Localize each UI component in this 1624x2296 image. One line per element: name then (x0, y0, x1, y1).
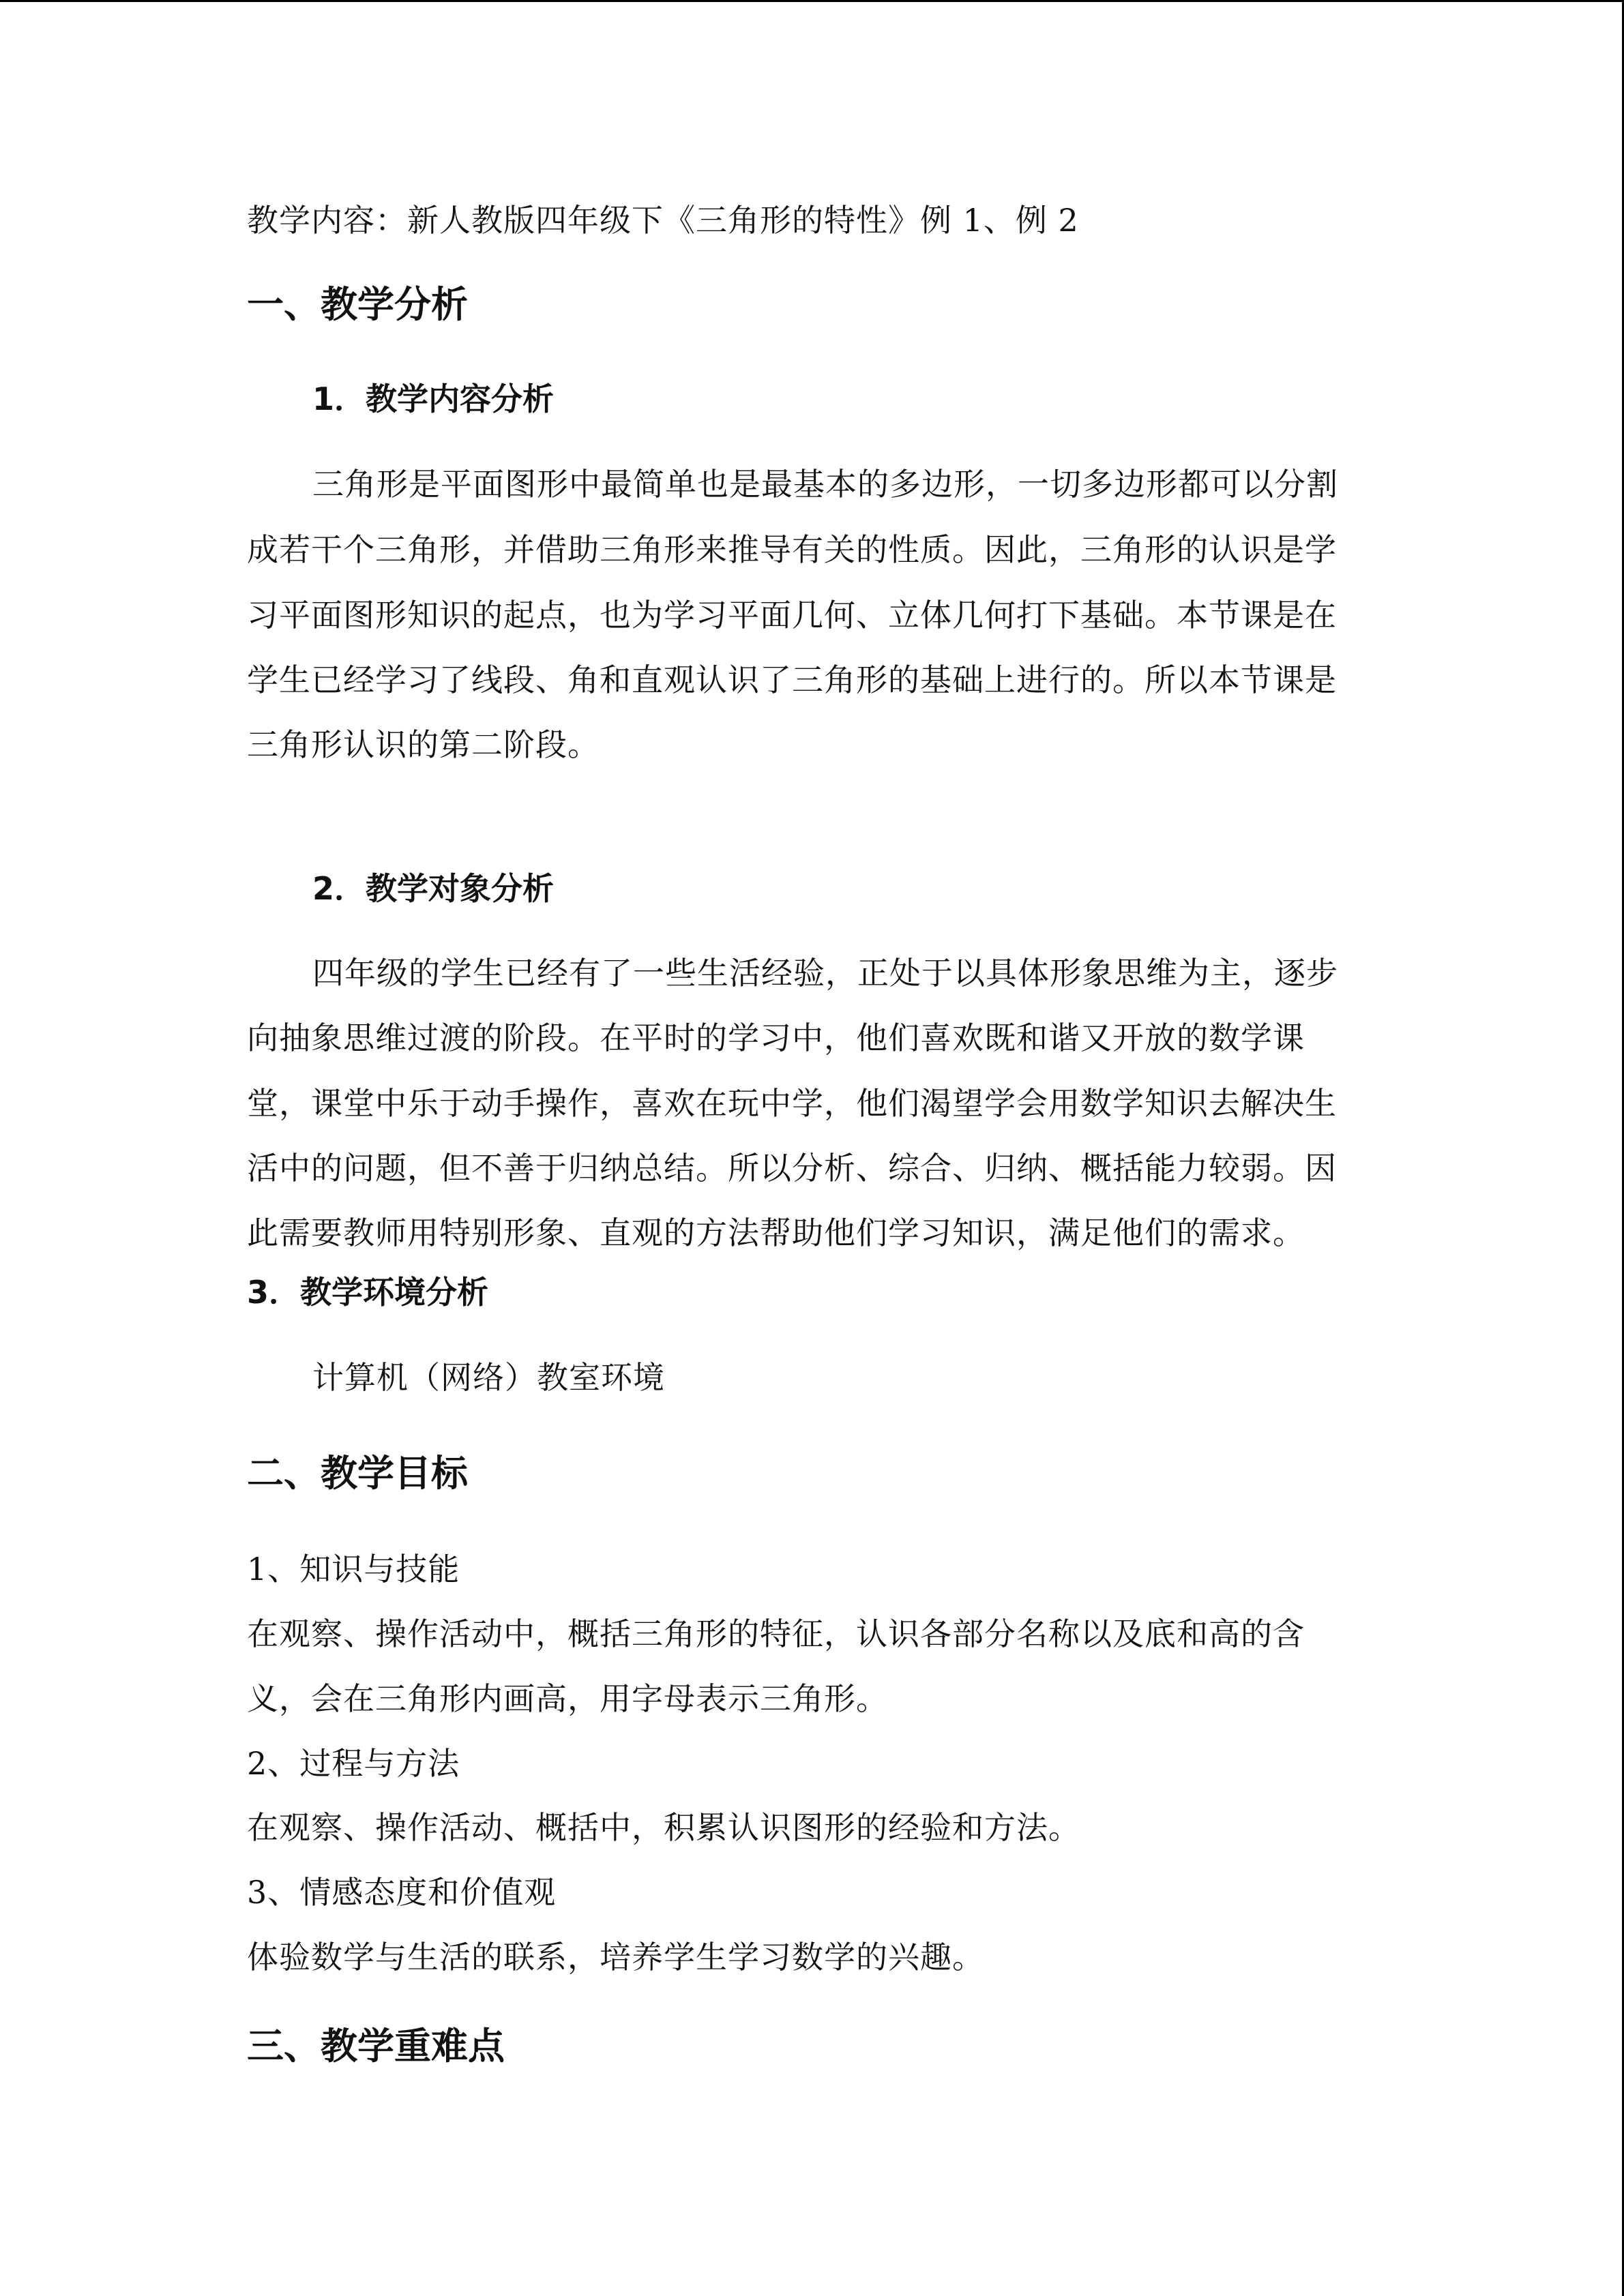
section-3-title: 三、教学重难点 (247, 2025, 505, 2068)
paragraph-line: 活中的问题，但不善于归纳总结。所以分析、综合、归纳、概括能力较弱。因 (247, 1150, 1337, 1187)
paragraph-line: 三角形是平面图形中最简单也是最基本的多边形，一切多边形都可以分割 (312, 466, 1338, 503)
page-border-top (0, 0, 1624, 2)
subsection-1-title: 1．教学内容分析 (312, 381, 555, 417)
paragraph-line: 习平面图形知识的起点，也为学习平面几何、立体几何打下基础。本节课是在 (247, 597, 1337, 633)
goal-line: 体验数学与生活的联系，培养学生学习数学的兴趣。 (247, 1939, 984, 1976)
goal-line: 义，会在三角形内画高，用字母表示三角形。 (247, 1680, 888, 1717)
subsection-2-title: 2．教学对象分析 (312, 870, 555, 907)
paragraph-line: 堂，课堂中乐于动手操作，喜欢在玩中学，他们渴望学会用数学知识去解决生 (247, 1085, 1337, 1122)
goal-line: 在观察、操作活动、概括中，积累认识图形的经验和方法。 (247, 1809, 1080, 1846)
paragraph-line: 四年级的学生已经有了一些生活经验，正处于以具体形象思维为主，逐步 (312, 955, 1338, 992)
goal-line: 2、过程与方法 (247, 1745, 460, 1782)
paragraph-line: 学生已经学习了线段、角和直观认识了三角形的基础上进行的。所以本节课是 (247, 661, 1337, 698)
intro-line: 教学内容：新人教版四年级下《三角形的特性》例 1、例 2 (247, 202, 1079, 239)
section-1-title: 一、教学分析 (247, 283, 468, 326)
paragraph-line: 计算机（网络）教室环境 (312, 1359, 665, 1396)
goal-line: 3、情感态度和价值观 (247, 1874, 557, 1911)
paragraph-line: 此需要教师用特别形象、直观的方法帮助他们学习知识，满足他们的需求。 (247, 1214, 1305, 1251)
section-2-title: 二、教学目标 (247, 1452, 468, 1495)
goal-line: 1、知识与技能 (247, 1551, 460, 1587)
paragraph-line: 三角形认识的第二阶段。 (247, 726, 600, 763)
goal-line: 在观察、操作活动中，概括三角形的特征，认识各部分名称以及底和高的含 (247, 1615, 1305, 1652)
paragraph-line: 向抽象思维过渡的阶段。在平时的学习中，他们喜欢既和谐又开放的数学课 (247, 1019, 1305, 1056)
paragraph-line: 成若干个三角形，并借助三角形来推导有关的性质。因此，三角形的认识是学 (247, 531, 1337, 568)
subsection-3-title: 3．教学环境分析 (247, 1274, 489, 1311)
